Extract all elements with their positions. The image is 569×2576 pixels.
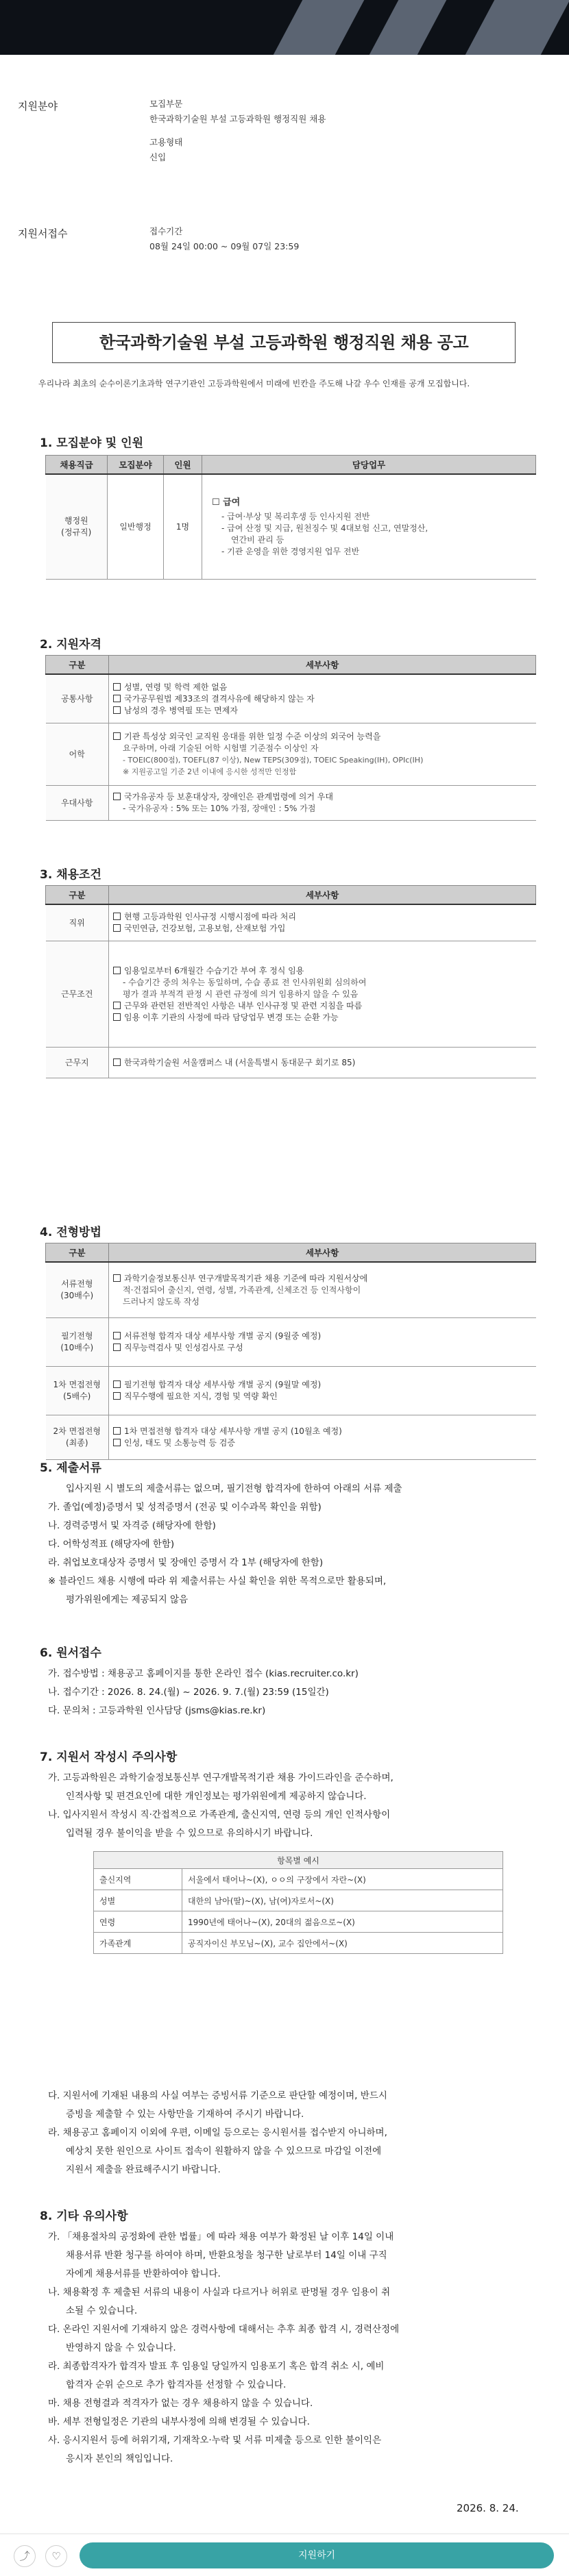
s6-item: 가. 접수방법 : 채용공고 홈페이지를 통한 온라인 접수 (kias.recruiter.co.kr)	[48, 1668, 359, 1679]
s8-item: 소될 수 있습니다.	[66, 2305, 138, 2316]
s7-after-item: 라. 채용공고 홈페이지 이외에 우편, 이메일 등으로는 응시원서를 접수받지 아니하며,	[48, 2127, 387, 2138]
table-header: 구분	[46, 886, 109, 905]
s1-table	[45, 455, 536, 580]
common-item: 남성의 경우 병역필 또는 면제자	[124, 705, 238, 715]
step-item: 직무수행에 필요한 지식, 경험 및 역량 확인	[124, 1391, 278, 1401]
lang-item: ※ 지원공고일 기준 2년 이내에 응시한 성적만 인정함	[123, 767, 297, 776]
section-title: 6. 원서접수	[40, 1646, 101, 1660]
step-item: 직무능력검사 및 인성검사로 구성	[124, 1343, 243, 1352]
banner-shape	[274, 0, 365, 55]
step-item: 과학기술정보통신부 연구개발목적기관 채용 기준에 따라 지원서상에	[124, 1273, 368, 1283]
duty-line: - 급여 산정 및 지급, 원천징수 및 4대보험 신고, 연말정산,	[221, 523, 428, 533]
duty-line: - 급여·부상 및 복리후생 등 인사지원 전반	[221, 511, 370, 521]
apply-period: 08월 24일 00:00 ~ 09월 07일 23:59	[149, 241, 300, 251]
step-item: 인성, 태도 및 소통능력 등 검증	[124, 1438, 235, 1448]
s8-item: 합격자 순위 순으로 추가 합격자를 선정할 수 있습니다.	[66, 2379, 287, 2390]
row-content	[109, 1367, 536, 1415]
s6-item: 다. 문의처 : 고등과학원 인사담당 (jsms@kias.re.kr)	[48, 1705, 266, 1716]
s7-item: 가. 고등과학원은 과학기술정보통신부 연구개발목적기관 채용 가이드라인을 준수하며,	[48, 1772, 394, 1783]
heart-icon: ♡	[51, 2550, 61, 2562]
row-label	[46, 1415, 109, 1460]
label-text: 서류전형	[61, 1279, 93, 1289]
pref-item: - 국가유공자 : 5% 또는 10% 가점, 장애인 : 5% 가점	[123, 804, 316, 813]
row-content	[109, 786, 536, 821]
s7-item: 입력될 경우 불이익을 받을 수 있으므로 유의하시기 바랍니다.	[66, 1828, 313, 1839]
table-header: 세부사항	[109, 656, 536, 675]
row-content	[109, 723, 536, 786]
lang-item: - TOEIC(800점), TOEFL(87 이상), New TEPS(309점), TOEIC Speaking(IH), OPIc(IH)	[123, 756, 424, 765]
s8-item: 라. 최종합격자가 합격자 발표 후 임용일 당일까지 임용포기 혹은 합격 취소 시, 예비	[48, 2361, 385, 2372]
duty-cell	[202, 474, 536, 580]
s5-item: ※ 블라인드 채용 시행에 따라 위 제출서류는 사실 확인을 위한 목적으로만 활용되며,	[48, 1576, 387, 1587]
apply-line: 접수기간	[149, 226, 183, 236]
duty-head: ☐ 급여	[212, 497, 241, 508]
example-value: 서울에서 태어나~(X), ㅇㅇ의 구장에서 자란~(X)	[182, 1869, 503, 1890]
s8-item: 자에게 채용서류를 반환하여야 합니다.	[66, 2268, 221, 2279]
work-item: 임용 이후 기관의 사정에 따라 담당업무 변경 또는 순환 가능	[124, 1012, 339, 1022]
s8-item: 마. 채용 전형결과 적격자가 없는 경우 채용하지 않을 수 있습니다.	[48, 2398, 313, 2409]
hero-banner	[0, 0, 569, 55]
table-header: 구분	[46, 1243, 109, 1263]
common-item: 성별, 연령 및 학력 제한 없음	[124, 682, 228, 692]
table-header: 담당업무	[202, 456, 536, 475]
duty-line: 연간비 관리 등	[231, 534, 284, 545]
row-label: 근무조건	[46, 941, 109, 1048]
s5-item: 다. 어학성적표 (해당자에 한함)	[48, 1539, 175, 1550]
label-text: (10배수)	[60, 1343, 94, 1352]
duty-line: - 기관 운영을 위한 경영지원 업무 전반	[221, 546, 360, 556]
share-icon: ⤴	[19, 2550, 30, 2562]
s4-table	[45, 1243, 536, 1460]
work-item: 평가 결과 부적격 판정 시 관련 규정에 의거 임용하지 않을 수 있음	[123, 989, 359, 999]
s7-after-item: 지원서 제출을 완료해주시기 바랍니다.	[66, 2164, 221, 2175]
grade-text: (정규직)	[61, 528, 92, 537]
row-label: 공통사항	[46, 674, 109, 723]
row-content	[109, 1318, 536, 1367]
s7-item: 인적사항 및 편견요인에 대한 개인정보는 평가위원에게 제공하지 않습니다.	[66, 1791, 367, 1802]
step-item: 1차 면접전형 합격자 대상 세부사항 개별 공지 (10월초 예정)	[124, 1426, 342, 1436]
label-text: 2차 면접전형	[53, 1426, 101, 1436]
row-label: 우대사항	[46, 786, 109, 821]
grade-cell	[46, 474, 108, 580]
row-label	[46, 1367, 109, 1415]
notice-date: 2026. 8. 24.	[457, 2502, 519, 2514]
section-title: 3. 채용조건	[40, 868, 101, 882]
s5-item: 가. 졸업(예정)증명서 및 성적증명서 (전공 및 이수과목 확인을 위함)	[48, 1502, 322, 1513]
rank-item: 국민연금, 건강보험, 고용보험, 산재보험 가입	[124, 924, 286, 933]
section-title: 2. 지원자격	[40, 638, 101, 652]
s8-item: 다. 온라인 지원서에 기재하지 않은 경력사항에 대해서는 추후 최종 합격 시, 경력산정에	[48, 2324, 400, 2335]
example-key: 출신지역	[94, 1869, 182, 1890]
row-content	[109, 941, 536, 1048]
step-item: 드러나지 않도록 작성	[123, 1296, 199, 1306]
work-item: - 수습기간 중의 처우는 동일하며, 수습 종료 전 인사위원회 심의하여	[123, 977, 367, 987]
row-label	[46, 1262, 109, 1318]
label-text: 필기전형	[61, 1331, 93, 1341]
common-item: 국가공무원법 제33조의 결격사유에 해당하지 않는 자	[124, 693, 315, 704]
share-button[interactable]	[14, 2545, 36, 2567]
field-label: 지원분야	[18, 100, 58, 112]
field-cell: 일반행정	[108, 474, 164, 580]
label-text: (최종)	[65, 1438, 88, 1448]
s8-item: 응시자 본인의 책임입니다.	[66, 2453, 173, 2464]
table-header: 인원	[164, 456, 202, 475]
s5-item: 평가위원에게는 제공되지 않음	[66, 1594, 189, 1605]
poster-intro: 우리나라 최초의 순수이론기초과학 연구기관인 고등과학원에서 미래에 빈칸을 주도해 나갈 우수 인재를 공개 모집합니다.	[38, 379, 470, 388]
lang-item: 기관 특성상 외국인 교직원 응대를 위한 일정 수준 이상의 외국어 능력을	[124, 732, 381, 741]
s7-after-item: 예상치 못한 원인으로 사이트 접속이 원활하지 않을 수 있으므로 마감일 이전에	[66, 2146, 382, 2157]
example-table	[93, 1851, 503, 1954]
s5-body	[48, 1480, 536, 1609]
section-title: 8. 기타 유의사항	[40, 2209, 128, 2223]
count-cell: 1명	[164, 474, 202, 580]
apply-label: 지원서접수	[18, 227, 68, 240]
row-label: 직위	[46, 904, 109, 941]
s5-lead: 입사지원 시 별도의 제출서류는 없으며, 필기전형 합격자에 한하여 아래의 서류 제출	[66, 1483, 402, 1494]
s5-item: 라. 취업보호대상자 증명서 및 장애인 증명서 각 1부 (해당자에 한함)	[48, 1557, 324, 1568]
step-item: 적·건접되어 출신지, 연령, 성별, 가족관계, 신체조건 등 인적사항이	[123, 1285, 361, 1295]
s7-after-item: 다. 지원서에 기재된 내용의 사실 여부는 증빙서류 기준으로 판단할 예정이며, 반드시	[48, 2090, 387, 2101]
work-item: 임용일로부터 6개월간 수습기간 부여 후 정식 임용	[124, 965, 304, 976]
section-title: 5. 제출서류	[40, 1461, 101, 1475]
poster-title: 한국과학기술원 부설 고등과학원 행정직원 채용 공고	[52, 322, 516, 363]
s8-item: 채용서류 반환 청구를 하여야 하며, 반환요청을 청구한 날로부터 14일 이내 구직	[66, 2250, 387, 2261]
section-title: 1. 모집분야 및 인원	[40, 436, 143, 450]
example-key: 성별	[94, 1890, 182, 1911]
lang-item: 요구하며, 아래 기술된 어학 시험별 기준점수 이상인 자	[123, 743, 319, 753]
example-key: 연령	[94, 1911, 182, 1933]
s7-item: 나. 입사지원서 작성시 직·간접적으로 가족관계, 출신지역, 연령 등의 개인 인적사항이	[48, 1809, 391, 1820]
label-text: (30배수)	[60, 1291, 94, 1300]
rank-item: 현행 고등과학원 인사규정 시행시점에 따라 처리	[124, 912, 296, 921]
row-label: 어학	[46, 723, 109, 786]
example-value: 공직자이신 부모님~(X), 교수 집안에서~(X)	[182, 1933, 503, 1954]
table-header: 구분	[46, 656, 109, 675]
row-content	[109, 1262, 536, 1318]
row-content	[109, 904, 536, 941]
table-header: 세부사항	[109, 1243, 536, 1263]
row-label: 근무지	[46, 1048, 109, 1078]
s6-body	[48, 1665, 536, 1720]
s6-item: 나. 접수기간 : 2026. 8. 24.(월) ~ 2026. 9. 7.(월) 23:59 (15일간)	[48, 1687, 329, 1698]
s7-body	[48, 1769, 536, 1843]
s7-after	[48, 2087, 536, 2179]
pref-item: 국가유공자 등 보훈대상자, 장애인은 관계법령에 의거 우대	[124, 792, 333, 802]
s8-item: 사. 응시지원서 등에 허위기재, 기재착오·누락 및 서류 미제출 등으로 인한 불이익은	[48, 2435, 382, 2446]
s7-after-item: 증빙을 제출할 수 있는 사항만을 기재하여 주시기 바랍니다.	[66, 2109, 304, 2120]
s3-table	[45, 885, 536, 1078]
example-title: 항목별 예시	[94, 1852, 503, 1869]
s2-table	[45, 655, 536, 821]
label-text: 1차 면접전형	[53, 1380, 101, 1389]
s8-item: 가. 「채용절차의 공정화에 관한 법률」에 따라 채용 여부가 확정된 날 이후 14일 이내	[48, 2231, 394, 2242]
example-key: 가족관계	[94, 1933, 182, 1954]
s8-item: 반영하지 않을 수 있습니다.	[66, 2342, 176, 2353]
table-header: 세부사항	[109, 886, 536, 905]
s8-item: 나. 채용확정 후 제출된 서류의 내용이 사실과 다르거나 허위로 판명될 경우 임용이 취	[48, 2287, 391, 2298]
apply-button[interactable]: 지원하기	[80, 2542, 554, 2568]
section-title: 7. 지원서 작성시 주의사항	[40, 1750, 178, 1764]
label-text: (5배수)	[63, 1391, 91, 1401]
field-line: 모집부문	[149, 99, 183, 109]
row-label	[46, 1318, 109, 1367]
s5-item: 나. 경력증명서 및 자격증 (해당자에 한함)	[48, 1520, 216, 1531]
row-content	[109, 674, 536, 723]
grade-text: 행정원	[64, 516, 88, 525]
example-value: 대한의 남아(딸)~(X), 남(여)자로서~(X)	[182, 1890, 503, 1911]
table-header: 모집분야	[108, 456, 164, 475]
s8-item: 바. 세부 전형일정은 기관의 내부사정에 의해 변경될 수 있습니다.	[48, 2416, 310, 2427]
section-title: 4. 전형방법	[40, 1226, 101, 1239]
step-item: 필기전형 합격자 대상 세부사항 개별 공지 (9월말 예정)	[124, 1380, 322, 1389]
place-item: 한국과학기술원 서울캠퍼스 내 (서울특별시 동대문구 회기로 85)	[124, 1057, 356, 1067]
s8-body	[48, 2228, 536, 2468]
example-value: 1990년에 태어나~(X), 20대의 젊음으로~(X)	[182, 1911, 503, 1933]
row-content	[109, 1048, 536, 1078]
field-line: 한국과학기술원 부설 고등과학원 행정직원 채용	[149, 114, 326, 124]
table-header: 채용직급	[46, 456, 108, 475]
row-content	[109, 1415, 536, 1460]
field-line: 고용형태	[149, 137, 183, 147]
work-item: 근무와 관련된 전반적인 사항은 내부 인사규정 및 관련 지침을 따름	[124, 1000, 363, 1011]
banner-shape	[370, 0, 447, 55]
like-button[interactable]	[45, 2545, 67, 2567]
field-line: 신입	[149, 152, 167, 162]
banner-shape	[465, 0, 569, 55]
step-item: 서류전형 합격자 대상 세부사항 개별 공지 (9월중 예정)	[124, 1331, 322, 1341]
bottom-action-bar	[0, 2534, 569, 2576]
